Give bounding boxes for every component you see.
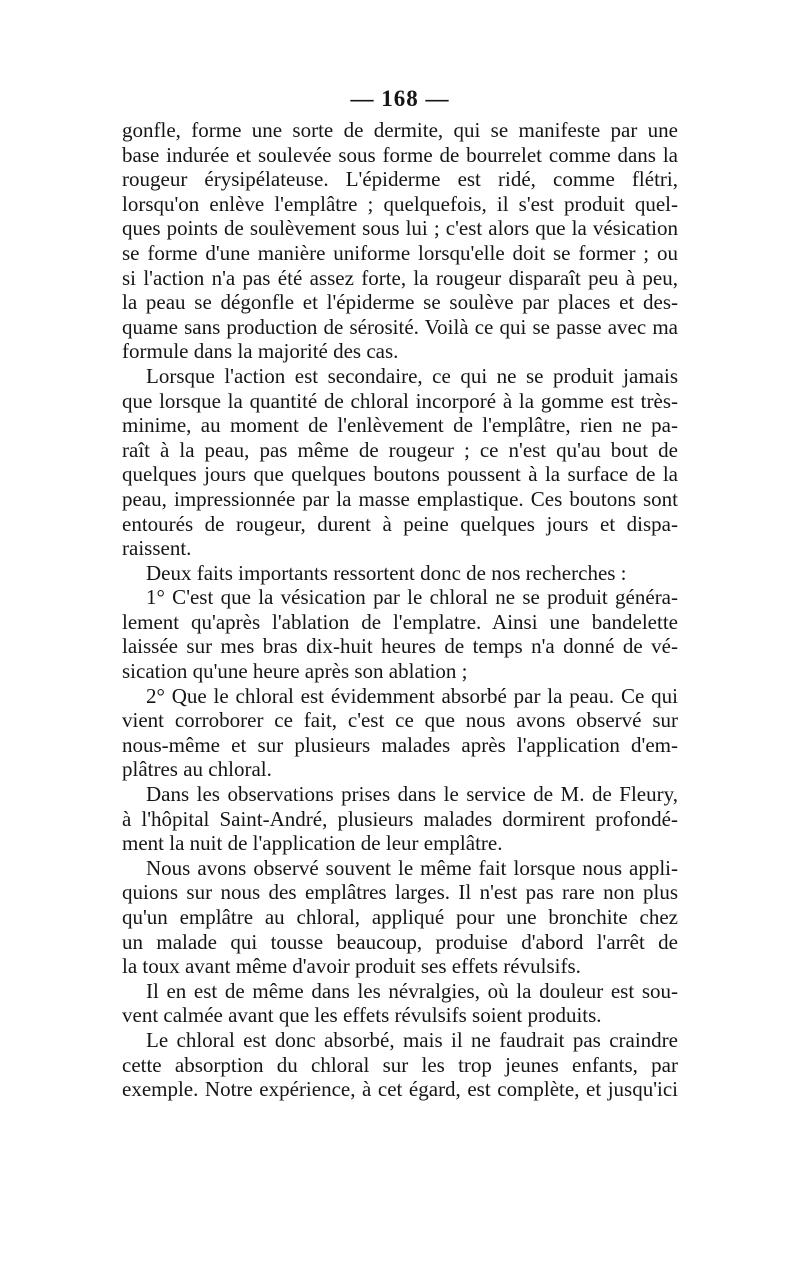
text-line: rougeur érysipélateuse. L'épiderme est ridé, comme flétri,	[122, 167, 678, 192]
paragraph	[122, 684, 678, 782]
text-line: formule dans la majorité des cas.	[122, 339, 399, 364]
text-line: laissée sur mes bras dix-huit heures de temps n'a donné de vé-	[122, 634, 678, 659]
text-line: lorsqu'on enlève l'emplâtre ; quelquefois, il s'est produit quel-	[122, 191, 678, 216]
paragraph	[122, 856, 678, 979]
paragraph	[122, 364, 678, 561]
text-line: 2° Que le chloral est évidemment absorbé par la peau. Ce qui	[146, 683, 678, 708]
text-line: Lorsque l'action est secondaire, ce qui ne se produit jamais	[146, 363, 678, 388]
text-line: lement qu'après l'ablation de l'emplatre. Ainsi une bandelette	[122, 609, 678, 634]
text-line: nous-même et sur plusieurs malades après l'application d'em-	[122, 732, 678, 757]
text-line: quelques jours que quelques boutons poussent à la surface de la	[122, 462, 678, 487]
paragraph	[122, 585, 678, 683]
paragraph	[122, 782, 678, 856]
text-line: entourés de rougeur, durent à peine quelques jours et dispa-	[122, 511, 678, 536]
text-line: la peau se dégonfle et l'épiderme se soulève par places et des-	[122, 290, 678, 315]
text-line: cette absorption du chloral sur les trop jeunes enfants, par	[122, 1052, 678, 1077]
text-line: quions sur nous des emplâtres larges. Il n'est pas rare non plus	[122, 880, 678, 905]
text-line: Il en est de même dans les névralgies, où la douleur est sou-	[146, 978, 678, 1003]
text-line: raissent.	[122, 536, 192, 561]
paragraph	[122, 118, 678, 364]
text-line: se forme d'une manière uniforme lorsqu'elle doit se former ; ou	[122, 240, 678, 265]
paragraph	[122, 561, 678, 586]
body-text	[122, 118, 678, 1102]
text-line: vient corroborer ce fait, c'est ce que nous avons observé sur	[122, 708, 678, 733]
text-line: Dans les observations prises dans le service de M. de Fleury,	[146, 782, 678, 807]
text-line: ques points de soulèvement sous lui ; c'est alors que la vésication	[122, 216, 678, 241]
text-line: peau, impressionnée par la masse emplastique. Ces boutons sont	[122, 486, 678, 511]
text-line: gonfle, forme une sorte de dermite, qui se manifeste par une	[122, 118, 678, 142]
text-line: plâtres au chloral.	[122, 757, 272, 782]
text-line: raît à la peau, pas même de rougeur ; ce n'est qu'au bout de	[122, 437, 678, 462]
text-line: ment la nuit de l'application de leur emplâtre.	[122, 831, 503, 856]
text-line: minime, au moment de l'enlèvement de l'emplâtre, rien ne pa-	[122, 413, 678, 438]
text-line: que lorsque la quantité de chloral incorporé à la gomme est très-	[122, 388, 678, 413]
text-line: un malade qui tousse beaucoup, produise d'abord l'arrêt de	[122, 929, 678, 954]
text-line: Deux faits importants ressortent donc de nos recherches :	[146, 560, 627, 585]
paragraph	[122, 1028, 678, 1102]
text-line: quame sans production de sérosité. Voilà ce qui se passe avec ma	[122, 314, 678, 339]
text-line: Nous avons observé souvent le même fait lorsque nous appli-	[146, 855, 678, 880]
text-line: qu'un emplâtre au chloral, appliqué pour une bronchite chez	[122, 905, 678, 929]
text-line: base indurée et soulevée sous forme de bourrelet comme dans la	[122, 142, 678, 167]
text-line: vent calmée avant que les effets révulsifs soient produits.	[122, 1003, 602, 1028]
page-number: — 168 —	[350, 86, 450, 111]
text-line: à l'hôpital Saint-André, plusieurs malades dormirent profondé-	[122, 806, 678, 831]
text-line: la toux avant même d'avoir produit ses effets révulsifs.	[122, 954, 581, 979]
paragraph	[122, 979, 678, 1028]
text-line: exemple. Notre expérience, à cet égard, est complète, et jusqu'ici	[122, 1077, 678, 1102]
text-line: Le chloral est donc absorbé, mais il ne faudrait pas craindre	[146, 1027, 678, 1052]
text-line: sication qu'une heure après son ablation ;	[122, 659, 468, 684]
text-line: si l'action n'a pas été assez forte, la rougeur disparaît peu à peu,	[122, 265, 678, 290]
text-line: 1° C'est que la vésication par le chloral ne se produit généra-	[146, 585, 678, 610]
